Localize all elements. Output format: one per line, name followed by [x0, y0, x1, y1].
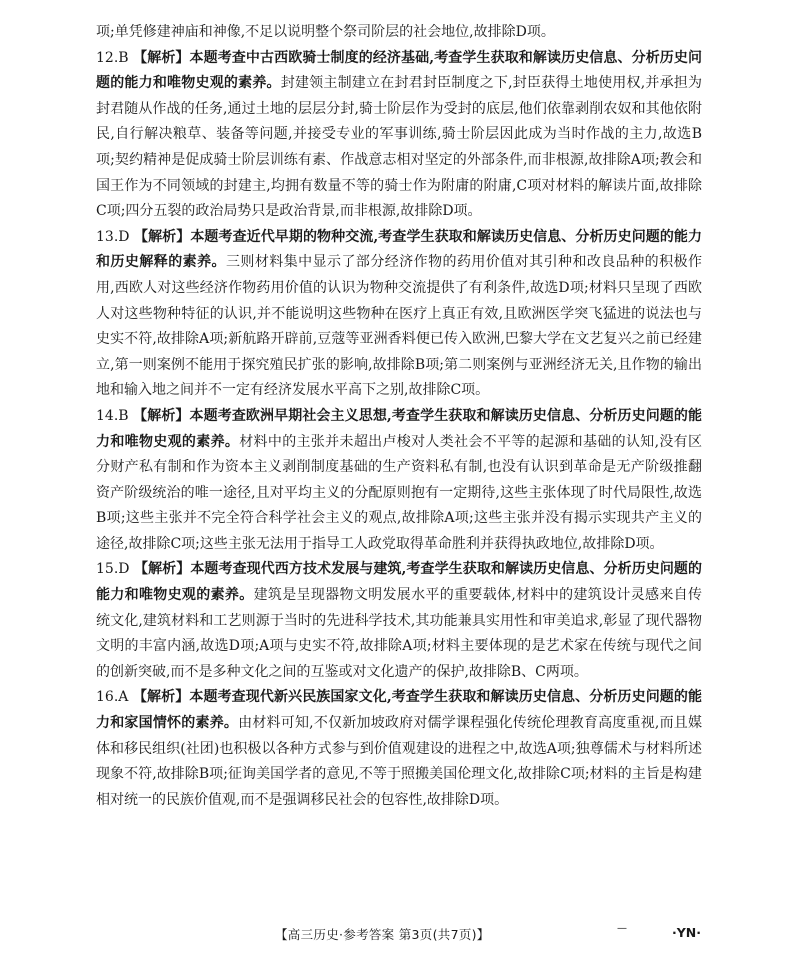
- analysis-tag: 【解析】: [134, 228, 191, 245]
- answer-number: 16.A: [96, 689, 129, 706]
- page-footer: [0, 923, 800, 945]
- analysis-lead: 本题考查近代早期的物种交流,考查学生获取和解读历史信息、分析历史问题的能力和历史解释的素养。: [96, 228, 703, 271]
- answer-number: 12.B: [96, 49, 129, 66]
- footer-code: ·YN·: [672, 925, 702, 940]
- answer-number: 14.B: [96, 407, 129, 424]
- answer-page: [96, 20, 702, 813]
- analysis-lead: 本题考查中古西欧骑士制度的经济基础,考查学生获取和解读历史信息、分析历史问题的能力和唯物史观的素养。: [96, 49, 703, 92]
- footer-page-info: 【高三历史·参考答案 第3页(共7页)】: [275, 927, 490, 942]
- answer-number: 13.D: [96, 228, 130, 245]
- analysis-tag: 【解析】: [134, 561, 191, 578]
- answer-item-15: [96, 557, 702, 685]
- analysis-body: 由材料可知,不仅新加坡政府对儒学课程强化传统伦理教育高度重视,而且媒体和移民组织(社团)也积极以各种方式参与到价值观建设的进程之中,故选A项;独尊儒术与材料所述现象不符,故排除B项;征询美国学者的意见,不等于照搬美国伦理文化,故排除C项;材料的主旨是构建相对统一的民族价值观,而不是强调移民社会的包容性,故排除D项。: [96, 715, 703, 808]
- analysis-body: 三则材料集中显示了部分经济作物的药用价值对其引种和改良品种的积极作用,西欧人对这些经济作物药用价值的认识为物种交流提供了有利条件,故选D项;材料只呈现了西欧人对这些物种特征的认识,并不能说明这些物种在医疗上真正有效,且欧洲医学突飞猛进的说法也与史实不符,故排除A项;新航路开辟前,豆蔻等亚洲香料便已传入欧洲,巴黎大学在文艺复兴之前已经建立,第一则案例不能用于探究殖民扩张的影响,故排除B项;第二则案例与亚洲经济无关,且作物的输出地和输入地之间并不一定有经济发展水平高下之别,故排除C项。: [96, 254, 702, 399]
- analysis-lead: 本题考查欧洲早期社会主义思想,考查学生获取和解读历史信息、分析历史问题的能力和唯物史观的素养。: [96, 407, 703, 450]
- answer-item-13: [96, 225, 702, 404]
- analysis-lead: 本题考查现代西方技术发展与建筑,考查学生获取和解读历史信息、分析历史问题的能力和唯物史观的素养。: [96, 561, 703, 604]
- answer-item-16: [96, 685, 702, 813]
- analysis-body: 建筑是呈现器物文明发展水平的重要载体,材料中的建筑设计灵感来自传统文化,建筑材料和工艺则源于当时的先进科学技术,其功能兼具实用性和审美追求,彰显了现代器物文明的丰富内涵,故选D项;A项与史实不符,故排除A项;材料主要体现的是艺术家在传统与现代之间的创新突破,而不是多种文化之间的互鉴或对文化遗产的保护,故排除B、C两项。: [96, 587, 703, 680]
- answer-number: 15.D: [96, 561, 130, 578]
- analysis-lead: 本题考查现代新兴民族国家文化,考查学生获取和解读历史信息、分析历史问题的能力和家国情怀的素养。: [96, 689, 703, 732]
- analysis-tag: 【解析】: [132, 689, 190, 706]
- answer-item-14: [96, 404, 702, 558]
- continuation-text: 项;单凭修建神庙和神像,不足以说明整个祭司阶层的社会地位,故排除D项。: [96, 24, 555, 40]
- analysis-tag: 【解析】: [133, 407, 190, 424]
- analysis-body: 封建领主制建立在封君封臣制度之下,封臣获得土地使用权,并承担为封君随从作战的任务,通过土地的层层分封,骑士阶层作为受封的底层,他们依靠剥削农奴和其他依附民,自行解决粮草、装备等问题,并接受专业的军事训练,骑士阶层因此成为当时作战的主力,故选B项;契约精神是促成骑士阶层训练有素、作战意志相对坚定的外部条件,而非根源,故排除A项;教会和国王作为不同领域的封建主,均拥有数量不等的骑士作为附庸的附庸,C项对材料的解读片面,故排除C项;四分五裂的政治局势只是政治背景,而非根源,故排除D项。: [96, 75, 702, 220]
- footer-dash: —: [617, 923, 627, 934]
- analysis-tag: 【解析】: [133, 49, 190, 66]
- answer-item-12: [96, 46, 702, 225]
- analysis-body: 材料中的主张并未超出卢梭对人类社会不平等的起源和基础的认知,没有区分财产私有制和作为资本主义剥削制度基础的生产资料私有制,也没有认识到革命是无产阶级推翻资产阶级统治的唯一途径,且对平均主义的分配原则抱有一定期待,这些主张体现了时代局限性,故选B项;这些主张并不完全符合科学社会主义的观点,故排除A项;这些主张并没有揭示实现共产主义的途径,故排除C项;这些主张无法用于指导工人政党取得革命胜利并获得执政地位,故排除D项。: [96, 433, 703, 552]
